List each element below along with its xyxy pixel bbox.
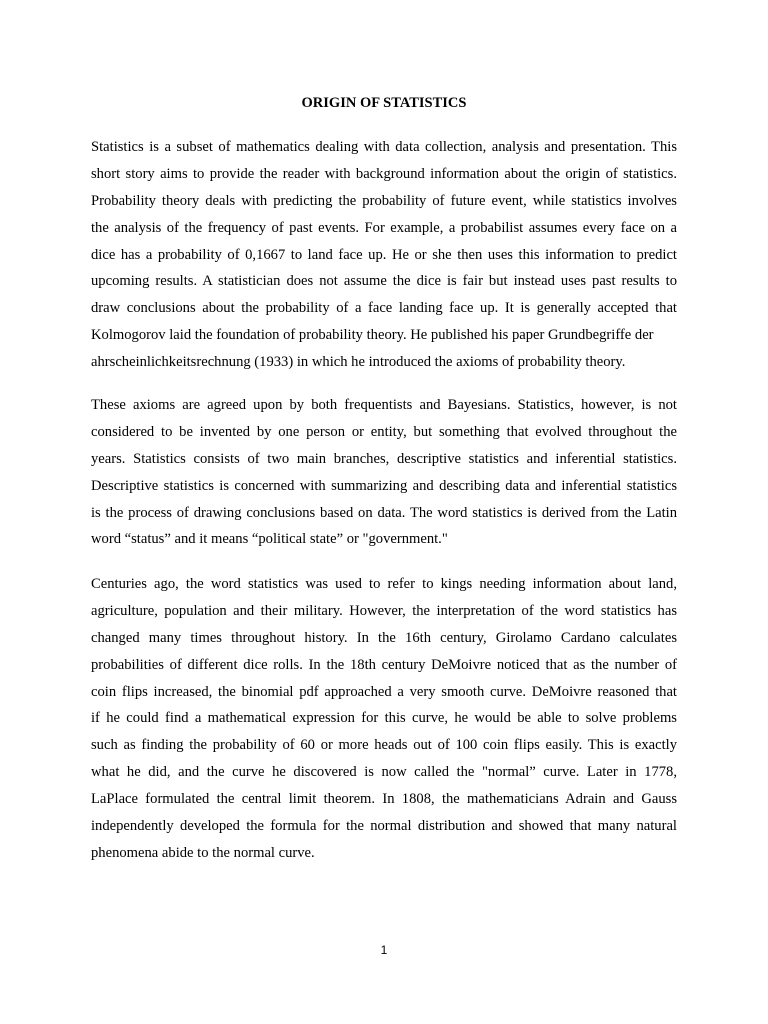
paragraph-line: changed many times throughout history. In the 16th century, Girolamo Cardano calculates — [91, 629, 677, 646]
paragraph-line: Descriptive statistics is concerned with summarizing and describing data and inferential statistics — [91, 477, 677, 494]
paragraph-line: probabilities of different dice rolls. In the 18th century DeMoivre noticed that as the number of — [91, 656, 677, 673]
paragraph-line: what he did, and the curve he discovered is now called the "normal” curve. Later in 1778, — [91, 764, 677, 781]
paragraph-line: coin flips increased, the binomial pdf approached a very smooth curve. DeMoivre reasoned that — [91, 683, 677, 700]
paragraph-line: Centuries ago, the word statistics was used to refer to kings needing information about land, — [91, 576, 677, 592]
paragraph-line: Probability theory deals with predicting the probability of future event, while statistics involves — [91, 192, 677, 209]
paragraph-line: such as finding the probability of 60 or more heads out of 100 coin flips easily. This is exactly — [91, 737, 677, 754]
paragraph-3 — [91, 571, 677, 867]
paragraph-line: agriculture, population and their military. However, the interpretation of the word statistics has — [91, 602, 677, 619]
page-number: 1 — [380, 943, 388, 957]
paragraph-line: if he could find a mathematical expression for this curve, he would be able to solve problems — [91, 710, 677, 727]
paragraph-line: short story aims to provide the reader with background information about the origin of statistics. — [91, 165, 677, 182]
paragraph-line: dice has a probability of 0,1667 to land face up. He or she then uses this information to predict — [91, 246, 677, 263]
paragraph-line: considered to be invented by one person or entity, but something that evolved throughout the — [91, 423, 677, 440]
paragraph-2 — [91, 392, 677, 553]
paragraph-line: independently developed the formula for the normal distribution and showed that many natural — [91, 818, 677, 835]
paragraph-line: These axioms are agreed upon by both frequentists and Bayesians. Statistics, however, is not — [91, 397, 677, 413]
paragraph-line: Statistics is a subset of mathematics dealing with data collection, analysis and presentation. This — [91, 139, 677, 155]
paragraph-line: phenomena abide to the normal curve. — [91, 844, 315, 861]
paragraph-line: word “status” and it means “political state” or "government." — [91, 531, 448, 548]
paragraph-line: draw conclusions about the probability of a face landing face up. It is generally accepted that — [91, 300, 677, 317]
paragraph-line: Kolmogorov laid the foundation of probability theory. He published his paper Grundbegriffe der — [91, 327, 654, 344]
paragraph-1 — [91, 134, 677, 376]
paragraph-line: years. Statistics consists of two main branches, descriptive statistics and inferential statistics. — [91, 450, 677, 467]
paragraph-line: is the process of drawing conclusions based on data. The word statistics is derived from the Latin — [91, 504, 677, 521]
paragraph-line: LaPlace formulated the central limit theorem. In 1808, the mathematicians Adrain and Gauss — [91, 791, 677, 808]
document-title: ORIGIN OF STATISTICS — [301, 95, 467, 111]
paragraph-line: the analysis of the frequency of past events. For example, a probabilist assumes every face on a — [91, 219, 677, 236]
paragraph-line: ahrscheinlichkeitsrechnung (1933) in which he introduced the axioms of probability theory. — [91, 354, 626, 371]
paragraph-line: upcoming results. A statistician does not assume the dice is fair but instead uses past results to — [91, 273, 677, 290]
